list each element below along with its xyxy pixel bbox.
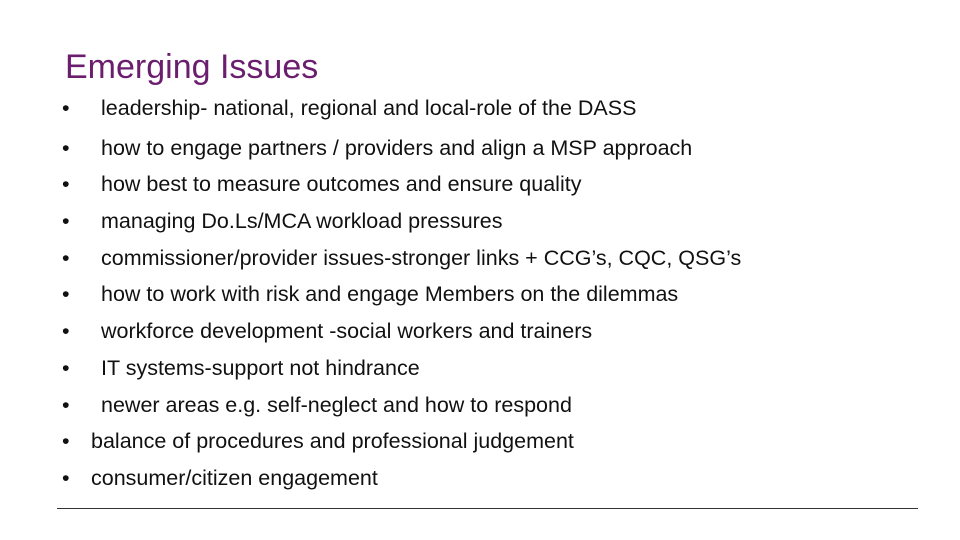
bullet-dot-icon: • <box>62 393 70 417</box>
bullet-text: IT systems-support not hindrance <box>101 356 420 380</box>
bullet-dot-icon: • <box>62 96 70 120</box>
bullet-dot-icon: • <box>62 466 70 490</box>
bullet-text: leadership- national, regional and local-role of the DASS <box>101 96 637 120</box>
bullet-dot-icon: • <box>62 282 70 306</box>
slide-title: Emerging Issues <box>65 48 319 86</box>
bullet-dot-icon: • <box>62 429 70 453</box>
bullet-text: how to work with risk and engage Members on the dilemmas <box>101 282 679 306</box>
bullet-dot-icon: • <box>62 172 70 196</box>
bullet-text: newer areas e.g. self-neglect and how to respond <box>101 393 572 417</box>
bullet-dot-icon: • <box>62 356 70 380</box>
bullet-dot-icon: • <box>62 136 70 160</box>
bullet-dot-icon: • <box>62 319 70 343</box>
bullet-dot-icon: • <box>62 209 70 233</box>
footer-divider <box>57 508 918 509</box>
bullet-text: balance of procedures and professional judgement <box>91 429 574 453</box>
bullet-text: workforce development -social workers and trainers <box>101 319 593 343</box>
bullet-text: consumer/citizen engagement <box>91 466 378 490</box>
bullet-text: how to engage partners / providers and align a MSP approach <box>101 136 693 160</box>
bullet-text: commissioner/provider issues-stronger links + CCG’s, CQC, QSG’s <box>101 246 742 270</box>
bullet-dot-icon: • <box>62 246 70 270</box>
bullet-text: how best to measure outcomes and ensure quality <box>101 172 582 196</box>
bullet-text: managing Do.Ls/MCA workload pressures <box>101 209 503 233</box>
